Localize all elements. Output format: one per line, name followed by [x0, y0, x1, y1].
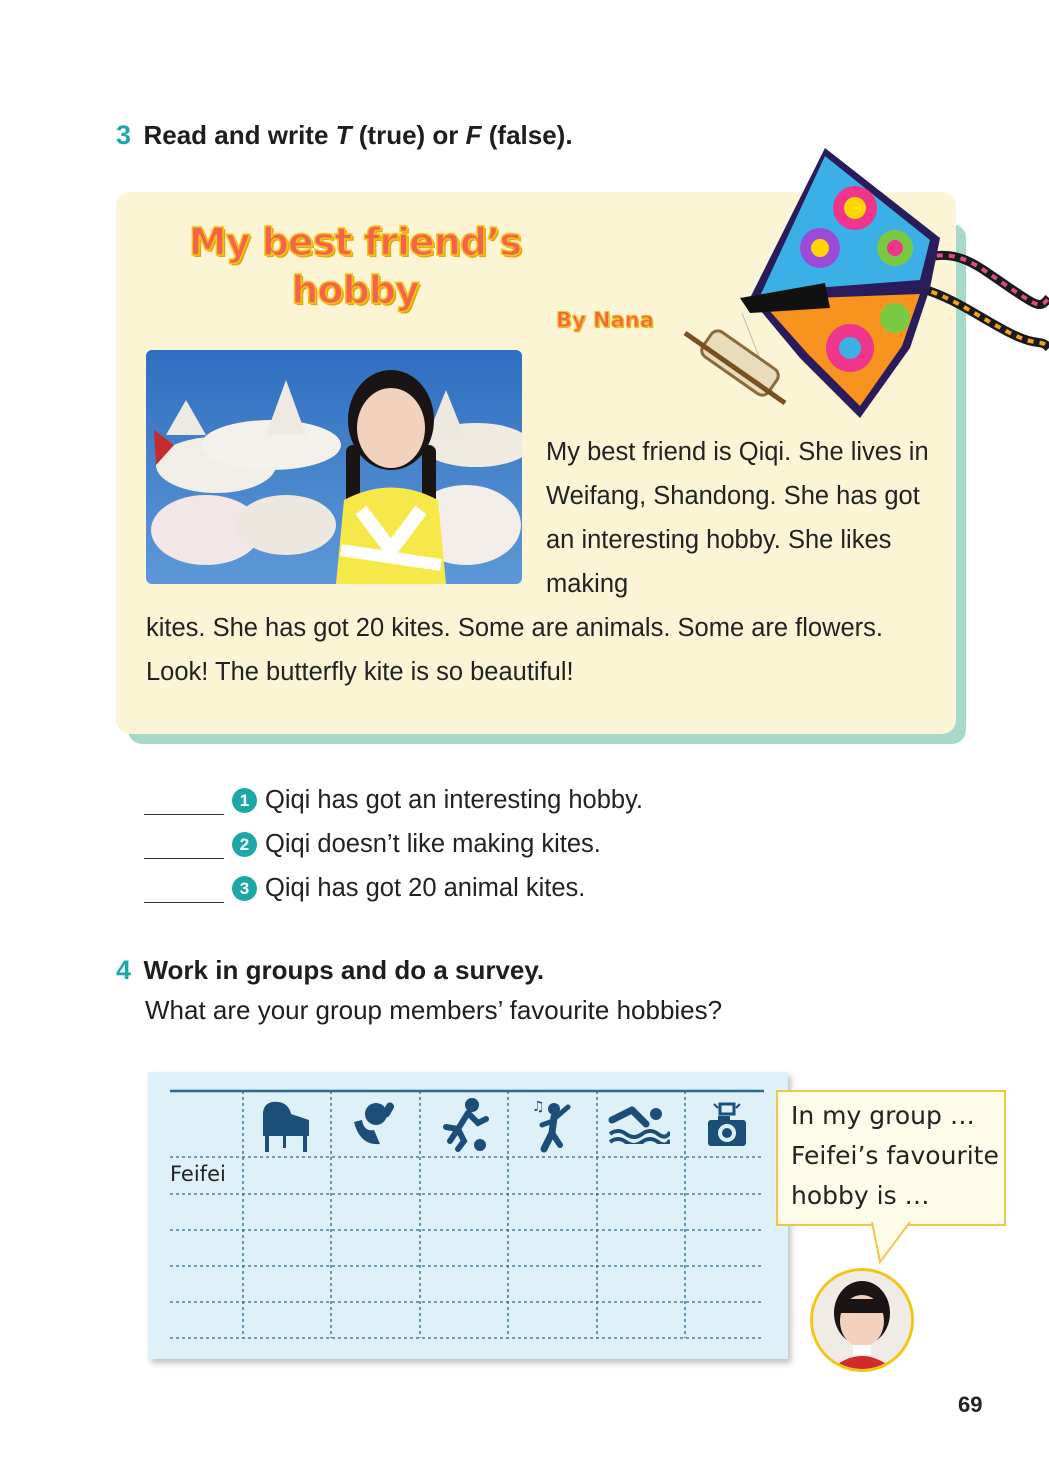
instruction-part: Read and write — [143, 120, 336, 150]
photo-image — [146, 350, 522, 584]
svg-text:♫: ♫ — [532, 1099, 545, 1115]
true-letter: T — [335, 120, 352, 150]
task-number: 4 — [116, 955, 132, 985]
football-icon — [440, 1097, 490, 1153]
camera-icon — [706, 1100, 748, 1150]
page-number: 69 — [958, 1392, 983, 1417]
story-paragraph-right: My best friend is Qiqi. She lives in Weifang, Shandong. She has got an interesting hobby. She likes making — [546, 438, 929, 598]
bubble-line-2: Feifei’s favourite — [791, 1141, 999, 1170]
swimming-icon — [608, 1104, 670, 1144]
speech-bubble-text — [791, 1096, 1003, 1216]
singing-icon — [350, 1100, 396, 1150]
task-number: 3 — [116, 120, 132, 150]
story-paragraph-bottom: kites. She has got 20 kites. Some are animals. Some are flowers. Look! The butterfly kite is so beautiful! — [146, 614, 884, 686]
number-badge: 2 — [232, 832, 257, 857]
bubble-line-1: In my group … — [791, 1101, 975, 1130]
story-byline: By Nana — [556, 308, 654, 332]
number-badge: 3 — [232, 876, 257, 901]
statement-text: Qiqi has got 20 animal kites. — [265, 874, 586, 902]
dancing-icon — [530, 1097, 576, 1153]
statement-text: Qiqi doesn’t like making kites. — [265, 830, 601, 858]
answer-blank-1[interactable] — [144, 814, 224, 815]
statement-text: Qiqi has got an interesting hobby. — [265, 786, 644, 814]
false-letter: F — [465, 120, 482, 150]
butterfly-kite-illustration — [680, 148, 1049, 428]
story-title: My best friend’s hobby — [188, 220, 522, 312]
answer-blank-2[interactable] — [144, 858, 224, 859]
instruction-part: (false). — [481, 120, 573, 150]
piano-icon — [259, 1098, 313, 1154]
feifei-avatar — [810, 1268, 914, 1372]
task-3-heading — [116, 120, 573, 151]
speech-bubble-tail — [870, 1222, 916, 1266]
number-badge: 1 — [232, 788, 257, 813]
task-4-heading — [116, 955, 544, 986]
task-4-line-2: What are your group members’ favourite hobbies? — [145, 995, 723, 1025]
answer-blank-3[interactable] — [144, 902, 224, 903]
survey-row-name: Feifei — [170, 1162, 226, 1186]
instruction-part: (true) or — [351, 120, 466, 150]
qiqi-with-kites-photo — [146, 350, 522, 584]
task-4-line-1: Work in groups and do a survey. — [143, 955, 545, 985]
bubble-line-3: hobby is … — [791, 1181, 930, 1210]
